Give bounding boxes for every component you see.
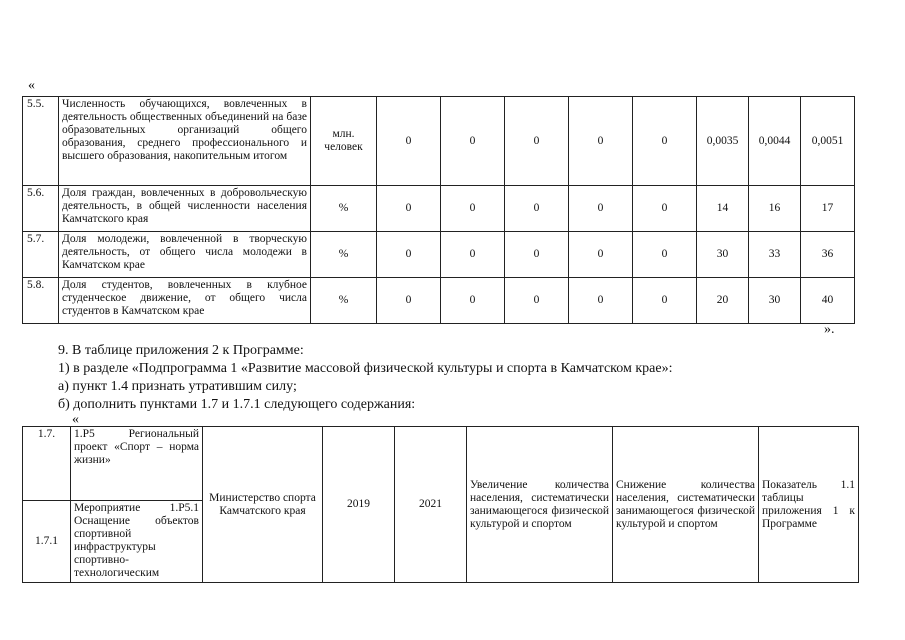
row-value: 16 [749, 186, 801, 232]
consequence: Снижение количества населения, систематически занимающегося физической культурой и спортом [613, 427, 759, 583]
indicators-table [22, 96, 855, 324]
row-value: 30 [697, 232, 749, 278]
row-unit: млн. человек [311, 97, 377, 186]
row-number: 5.5. [23, 97, 59, 186]
row-value: 0 [633, 97, 697, 186]
opening-quote: « [28, 78, 35, 93]
row-number: 1.7. [23, 427, 71, 501]
project-title: 1.Р5 Региональный проект «Спорт – норма жизни» [71, 427, 203, 501]
row-value: 0 [441, 278, 505, 324]
closing-quote: ». [824, 322, 835, 337]
row-value: 0 [377, 278, 441, 324]
row-value: 0 [633, 186, 697, 232]
row-number: 1.7.1 [23, 501, 71, 583]
row-value: 0 [377, 186, 441, 232]
row-value: 0 [377, 232, 441, 278]
row-value: 0 [441, 186, 505, 232]
paragraph-1: 1) в разделе «Подпрограмма 1 «Развитие массовой физической культуры и спорта в Камчатском крае»: [58, 361, 673, 376]
table-row [23, 186, 855, 232]
row-value: 0 [441, 232, 505, 278]
end-year: 2021 [395, 427, 467, 583]
row-unit: % [311, 278, 377, 324]
row-unit: % [311, 186, 377, 232]
row-value: 0 [569, 278, 633, 324]
row-number: 5.6. [23, 186, 59, 232]
row-value: 0 [377, 97, 441, 186]
row-value: 33 [749, 232, 801, 278]
row-description: Численность обучающихся, вовлеченных в деятельность общественных объединений на базе образовательных организаций общего образования, среднего профессионального и высшего образования, накопительным итогом [59, 97, 311, 186]
row-value: 0 [505, 232, 569, 278]
table-row [23, 278, 855, 324]
row-value: 36 [801, 232, 855, 278]
row-value: 0,0051 [801, 97, 855, 186]
executor-cell: Министерство спорта Камчатского края [203, 427, 323, 583]
row-value: 0,0035 [697, 97, 749, 186]
paragraph-b: б) дополнить пунктами 1.7 и 1.7.1 следующего содержания: [58, 397, 416, 412]
row-value: 0 [569, 186, 633, 232]
row-value: 0 [505, 186, 569, 232]
row-value: 30 [749, 278, 801, 324]
row-value: 0 [505, 278, 569, 324]
table-row [23, 427, 859, 501]
expected-result: Увеличение количества населения, систематически занимающегося физической культурой и спортом [467, 427, 613, 583]
opening-quote-2: « [72, 412, 79, 427]
row-number: 5.7. [23, 232, 59, 278]
row-number: 5.8. [23, 278, 59, 324]
row-value: 0 [441, 97, 505, 186]
row-value: 0,0044 [749, 97, 801, 186]
row-value: 0 [505, 97, 569, 186]
measure-title: Мероприятие 1.Р5.1 Оснащение объектов спортивной инфраструктуры спортивно-технологическим [71, 501, 203, 583]
indicator-link: Показатель 1.1 таблицы приложения 1 к Программе [759, 427, 859, 583]
row-description: Доля граждан, вовлеченных в добровольческую деятельность, в общей численности населения Камчатского края [59, 186, 311, 232]
row-value: 0 [569, 97, 633, 186]
row-unit: % [311, 232, 377, 278]
program-table [22, 426, 859, 583]
start-year: 2019 [323, 427, 395, 583]
paragraph-a: а) пункт 1.4 признать утратившим силу; [58, 379, 297, 394]
row-value: 0 [633, 278, 697, 324]
table-row [23, 97, 855, 186]
row-value: 0 [569, 232, 633, 278]
row-value: 17 [801, 186, 855, 232]
row-value: 40 [801, 278, 855, 324]
paragraph-9: 9. В таблице приложения 2 к Программе: [58, 343, 304, 358]
row-description: Доля молодежи, вовлеченной в творческую деятельность, от общего числа молодежи в Камчатском крае [59, 232, 311, 278]
table-row [23, 232, 855, 278]
row-value: 14 [697, 186, 749, 232]
row-value: 0 [633, 232, 697, 278]
row-description: Доля студентов, вовлеченных в клубное студенческое движение, от общего числа студентов в Камчатском крае [59, 278, 311, 324]
row-value: 20 [697, 278, 749, 324]
